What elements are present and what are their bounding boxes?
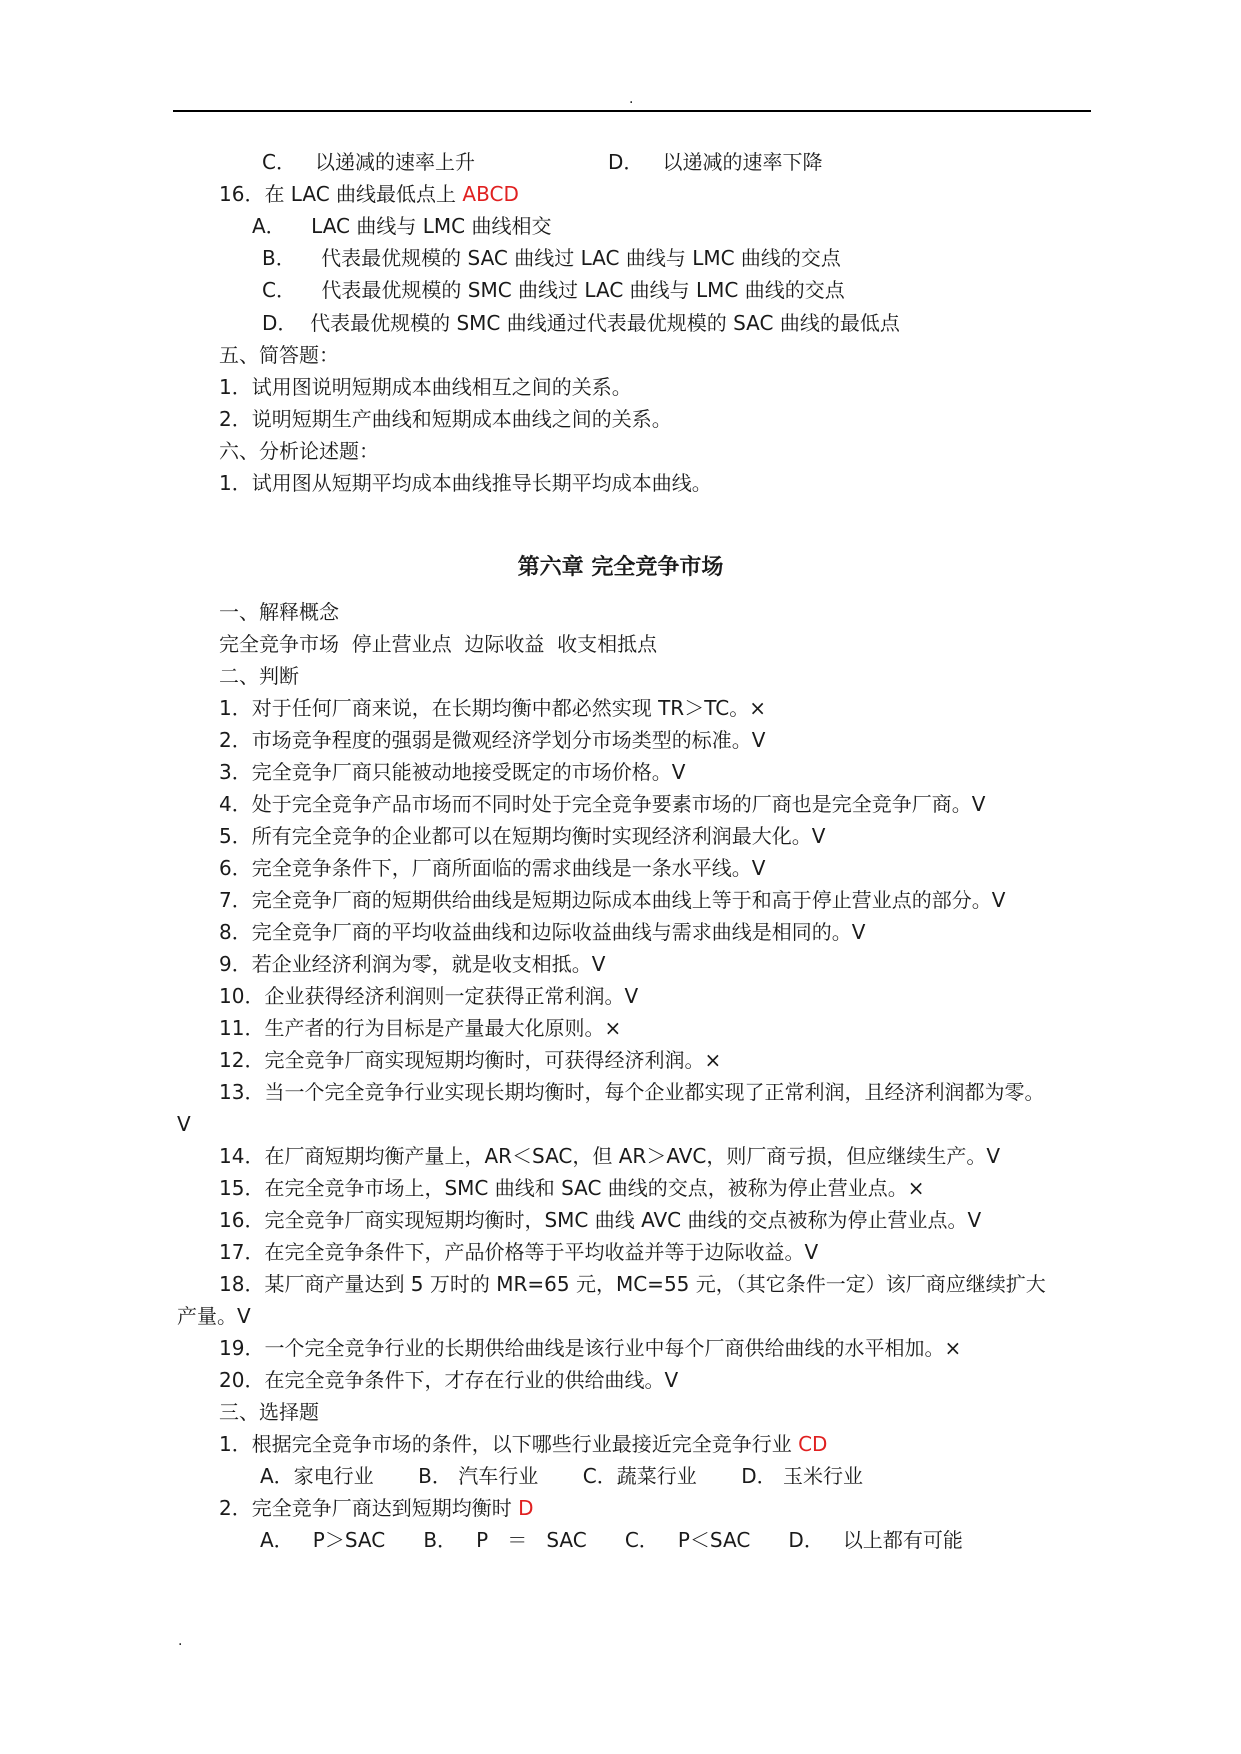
choice-heading: 三、选择题 [219,1400,319,1424]
judgment-item: 15．在完全竞争市场上，SMC 曲线和 SAC 曲线的交点，被称为停止营业点。× [219,1176,925,1200]
header-rule [173,110,1091,112]
choice-q1: 1．根据完全竞争市场的条件，以下哪些行业最接近完全竞争行业 CD [219,1432,828,1456]
footer-mark: . [178,1633,183,1649]
judgment-item: 2．市场竞争程度的强弱是微观经济学划分市场类型的标准。V [219,728,766,752]
judgment-item: 17．在完全竞争条件下，产品价格等于平均收益并等于边际收益。V [219,1240,819,1264]
chapter-title: 第六章 完全竞争市场 [517,555,724,580]
judgment-item: 14．在厂商短期均衡产量上，AR＜SAC，但 AR＞AVC，则厂商亏损，但应继续生产。V [219,1144,1001,1168]
judgment-item: 10．企业获得经济利润则一定获得正常利润。V [219,984,639,1008]
judgment-item: 4．处于完全竞争产品市场而不同时处于完全竞争要素市场的厂商也是完全竞争厂商。V [219,792,986,816]
judgment-heading: 二、判断 [219,664,299,688]
judgment-item: 19．一个完全竞争行业的长期供给曲线是该行业中每个厂商供给曲线的水平相加。× [219,1336,962,1360]
section-6-heading: 六、分析论述题： [219,439,379,463]
section-6-q1: 1．试用图从短期平均成本曲线推导长期平均成本曲线。 [219,471,712,495]
judgment-item: 5．所有完全竞争的企业都可以在短期均衡时实现经济利润最大化。V [219,824,826,848]
judgment-item: 20．在完全竞争条件下，才存在行业的供给曲线。V [219,1368,679,1392]
q15-option-c: C． 以递减的速率上升 [262,150,476,174]
q16-option-b: B． 代表最优规模的 SAC 曲线过 LAC 曲线与 LMC 曲线的交点 [262,246,841,270]
judgment-item: 13．当一个完全竞争行业实现长期均衡时，每个企业都实现了正常利润，且经济利润都为零。 [219,1080,1045,1104]
judgment-item-continuation: V [177,1112,191,1136]
judgment-item: 7．完全竞争厂商的短期供给曲线是短期边际成本曲线上等于和高于停止营业点的部分。V [219,888,1006,912]
q16-stem: 16．在 LAC 曲线最低点上 ABCD [219,182,519,206]
choice-q1-answer: CD [798,1432,828,1456]
q16-answer: ABCD [462,182,519,206]
q16-option-d: D． 代表最优规模的 SMC 曲线通过代表最优规模的 SAC 曲线的最低点 [262,311,900,335]
judgment-item: 18．某厂商产量达到 5 万时的 MR=65 元，MC=55 元，（其它条件一定）该厂商应继续扩大 [219,1272,1046,1296]
header-mark: . [629,91,634,107]
judgment-item: 12．完全竞争厂商实现短期均衡时，可获得经济利润。× [219,1048,722,1072]
q16-option-c: C． 代表最优规模的 SMC 曲线过 LAC 曲线与 LMC 曲线的交点 [262,278,845,302]
judgment-item: 6．完全竞争条件下，厂商所面临的需求曲线是一条水平线。V [219,856,766,880]
concepts-list: 完全竞争市场 停止营业点 边际收益 收支相抵点 [219,632,658,656]
choice-q2-options: A． P＞SAC B． P ＝ SAC C． P＜SAC D． 以上都有可能 [260,1528,963,1552]
judgment-item: 11．生产者的行为目标是产量最大化原则。× [219,1016,622,1040]
q15-option-d: D． 以递减的速率下降 [608,150,823,174]
choice-q2-answer: D [518,1496,534,1520]
judgment-item: 1．对于任何厂商来说，在长期均衡中都必然实现 TR＞TC。× [219,696,766,720]
judgment-item: 8．完全竞争厂商的平均收益曲线和边际收益曲线与需求曲线是相同的。V [219,920,866,944]
q16-option-a: A． LAC 曲线与 LMC 曲线相交 [252,214,552,238]
section-5-heading: 五、简答题： [219,343,339,367]
choice-q2: 2．完全竞争厂商达到短期均衡时 D [219,1496,534,1520]
judgment-item: 9．若企业经济利润为零，就是收支相抵。V [219,952,606,976]
judgment-item: 16．完全竞争厂商实现短期均衡时，SMC 曲线 AVC 曲线的交点被称为停止营业点。V [219,1208,982,1232]
section-5-q1: 1．试用图说明短期成本曲线相互之间的关系。 [219,375,632,399]
judgment-item: 3．完全竞争厂商只能被动地接受既定的市场价格。V [219,760,686,784]
choice-q1-options: A．家电行业 B． 汽车行业 C．蔬菜行业 D． 玉米行业 [260,1464,863,1488]
section-5-q2: 2．说明短期生产曲线和短期成本曲线之间的关系。 [219,407,672,431]
judgment-item-continuation: 产量。V [177,1304,251,1328]
concepts-heading: 一、解释概念 [219,600,339,624]
